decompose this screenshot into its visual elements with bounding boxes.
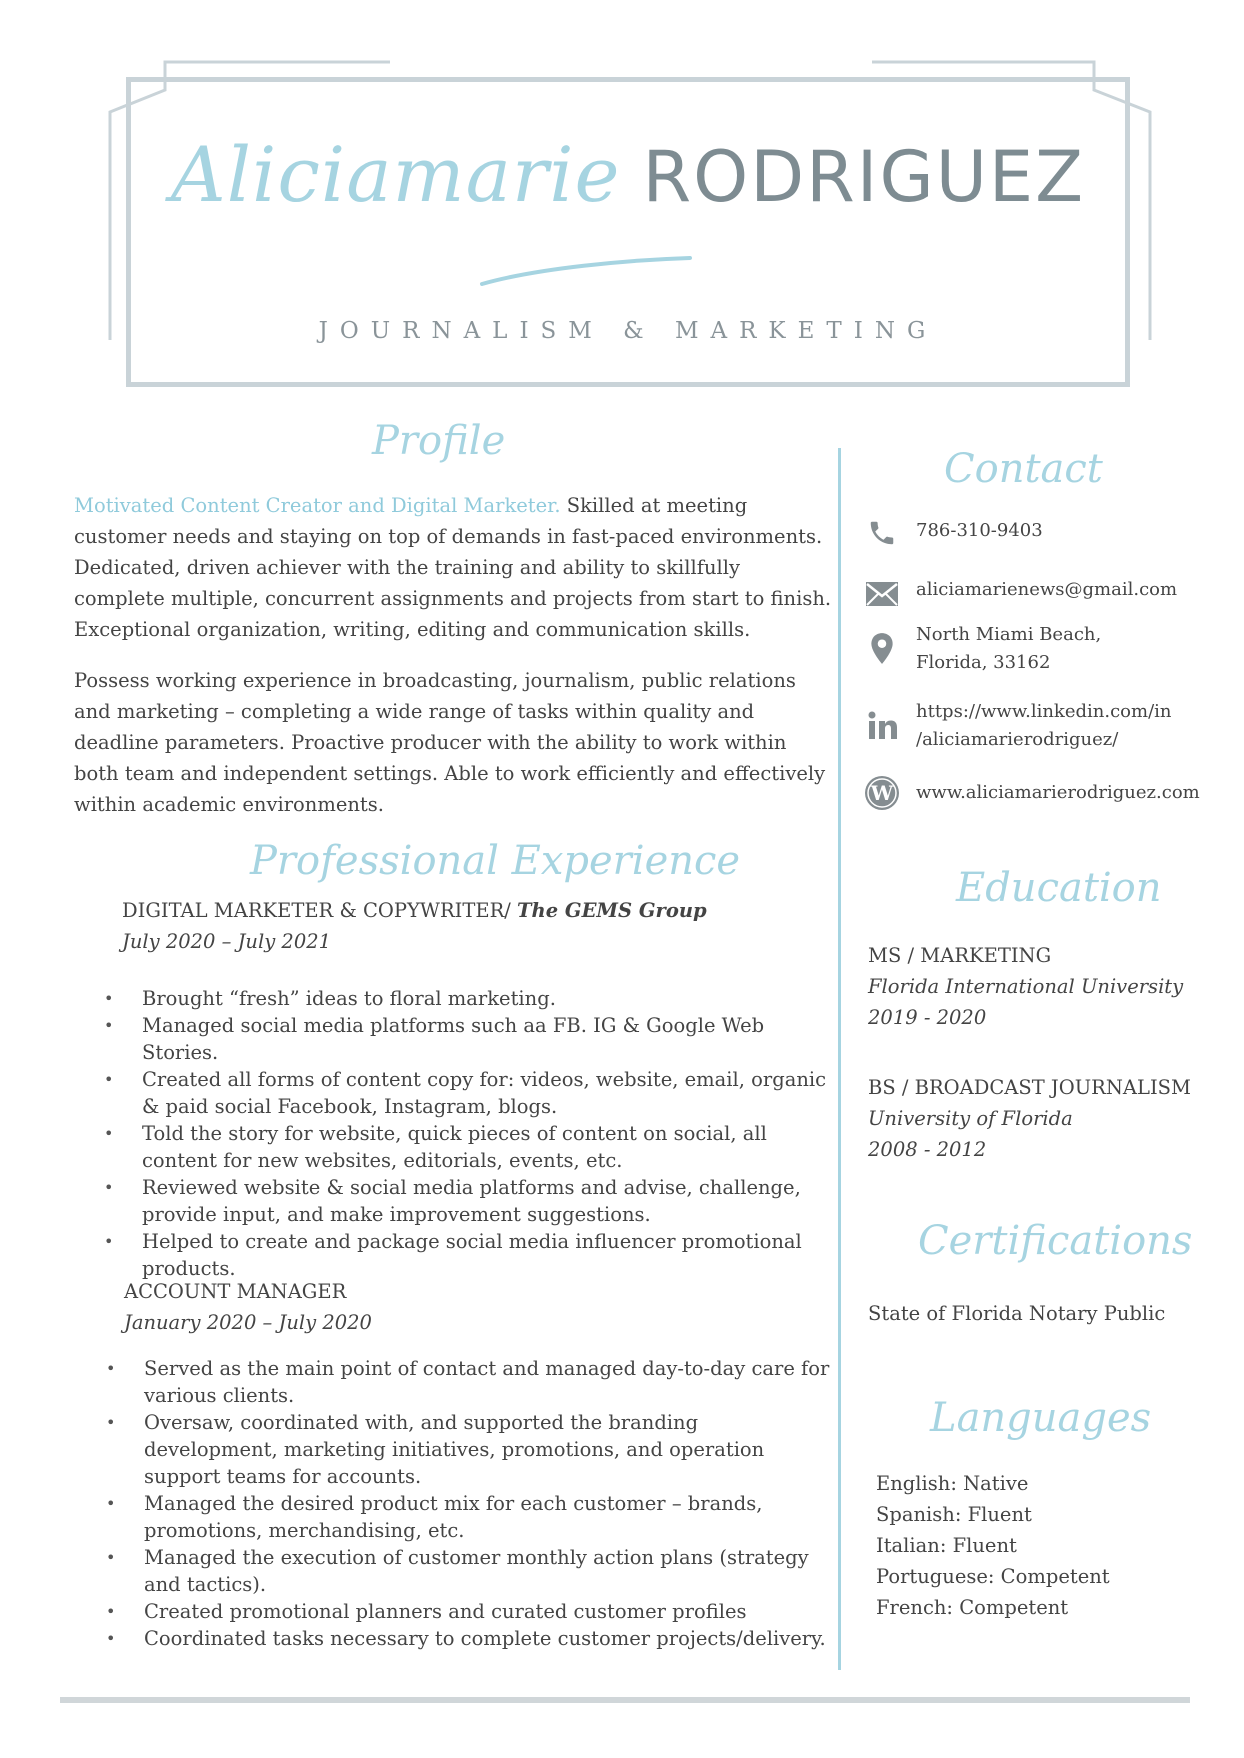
svg-text:W: W (870, 781, 894, 805)
swoosh-decoration (478, 250, 698, 290)
contact-linkedin (862, 698, 1171, 754)
headline-subtitle: JOURNALISM & MARKETING (318, 318, 938, 344)
list-item: • Managed the execution of customer monthly action plans (strategy and tactics). (106, 1544, 836, 1598)
list-item: • Managed the desired product mix for each customer – brands, promotions, merchandising, etc. (106, 1490, 836, 1544)
education-1-degree: MS / MARKETING (868, 944, 1052, 967)
experience-heading: Professional Experience (250, 838, 741, 884)
website-link[interactable]: www.aliciamarierodriguez.com (916, 782, 1200, 803)
language-item: Portuguese: Competent (876, 1565, 1110, 1588)
linkedin-icon (862, 698, 902, 754)
job-2-dates: January 2020 – July 2020 (124, 1311, 372, 1334)
list-item: • Created all forms of content copy for: videos, website, email, organic & paid social Facebook, Instagram, blogs. (104, 1066, 834, 1120)
contact-address (862, 621, 1101, 677)
contact-website (862, 775, 1200, 811)
list-item: • Managed social media platforms such aa FB. IG & Google Web Stories. (104, 1012, 834, 1066)
list-item: • Created promotional planners and curated customer profiles (106, 1598, 836, 1625)
job-2-bullets (106, 1355, 836, 1652)
linkedin-link[interactable] (916, 698, 1171, 754)
footer-rule (60, 1697, 1190, 1703)
list-item: • Oversaw, coordinated with, and supported the branding development, marketing initiatives, promotions, and operation support teams for accounts. (106, 1409, 836, 1490)
linkedin-line-2: /aliciamarierodriguez/ (916, 729, 1119, 750)
education-1-years (868, 1002, 986, 1033)
contact-heading: Contact (944, 446, 1103, 492)
contact-phone (862, 515, 1043, 551)
education-2-school-name: University of Florida (868, 1107, 1073, 1130)
job-1-title (122, 899, 707, 922)
job-1-dates: July 2020 – July 2021 (122, 930, 332, 953)
certification-item: State of Florida Notary Public (868, 1302, 1166, 1325)
last-name: RODRIGUEZ (642, 136, 1086, 218)
phone-icon (862, 515, 902, 551)
profile-highlight: Motivated Content Creator and Digital Marketer. (74, 494, 561, 517)
location-pin-icon (862, 621, 902, 677)
list-item: • Reviewed website & social media platforms and advise, challenge, provide input, and make improvement suggestions. (104, 1174, 834, 1228)
job-2-title (124, 1280, 346, 1303)
list-item: • Helped to create and package social media influencer promotional products. (104, 1228, 834, 1282)
profile-paragraph-2: Possess working experience in broadcasting, journalism, public relations and marketing – completing a wide range of tasks within quality and deadline parameters. Proactive producer with the ability to work within both team and independent settings. Able to work efficiently and effectively within academic environments. (74, 669, 826, 816)
job-1-role: DIGITAL MARKETER & COPYWRITER/ (122, 899, 511, 922)
education-2-years-text: 2008 - 2012 (868, 1138, 987, 1161)
education-heading: Education (956, 865, 1162, 911)
language-item: French: Competent (876, 1596, 1069, 1619)
education-1-school-name: Florida International University (868, 975, 1184, 998)
list-item: • Coordinated tasks necessary to complete customer projects/delivery. (106, 1625, 836, 1652)
contact-email (862, 576, 1177, 612)
languages-heading: Languages (930, 1395, 1152, 1441)
language-item: Spanish: Fluent (876, 1503, 1032, 1526)
address-line-1: North Miami Beach, (916, 624, 1102, 645)
profile-paragraph-1 (74, 490, 834, 645)
profile-heading: Profile (372, 418, 506, 464)
address-line-2: Florida, 33162 (916, 652, 1051, 673)
certifications-heading: Certifications (918, 1218, 1193, 1264)
address (916, 621, 1101, 677)
list-item: • Brought “fresh” ideas to floral marketing. (104, 985, 834, 1012)
education-1-school (868, 971, 1183, 1002)
education-2-school (868, 1103, 1073, 1134)
phone-number[interactable]: 786-310-9403 (916, 520, 1043, 541)
linkedin-line-1: https://www.linkedin.com/in (916, 701, 1172, 722)
language-item: English: Native (876, 1472, 1029, 1495)
education-2-years (868, 1134, 986, 1165)
list-item: • Served as the main point of contact and managed day-to-day care for various clients. (106, 1355, 836, 1409)
first-name: Aliciamarie (170, 130, 621, 219)
candidate-name (126, 130, 1130, 219)
education-1-years-text: 2019 - 2020 (868, 1006, 987, 1029)
job-2-role: ACCOUNT MANAGER (124, 1280, 347, 1303)
job-1-bullets (104, 985, 834, 1282)
wordpress-icon (862, 775, 902, 811)
column-divider (838, 448, 841, 1670)
profile-paragraph-1-text: Skilled at meeting customer needs and staying on top of demands in fast-paced environments. Dedicated, driven achiever with the training and ability to skillfully complete multiple, concurrent assignments and projects from start to finish. Exceptional organization, writing, editing and communication skills. (74, 494, 832, 641)
job-1-company: The GEMS Group (517, 899, 707, 922)
mail-icon (862, 576, 902, 612)
language-item: Italian: Fluent (876, 1534, 1017, 1557)
email-link[interactable]: aliciamarienews@gmail.com (916, 579, 1178, 600)
list-item: • Told the story for website, quick pieces of content on social, all content for new websites, editorials, events, etc. (104, 1120, 834, 1174)
education-2-degree: BS / BROADCAST JOURNALISM (868, 1076, 1191, 1099)
